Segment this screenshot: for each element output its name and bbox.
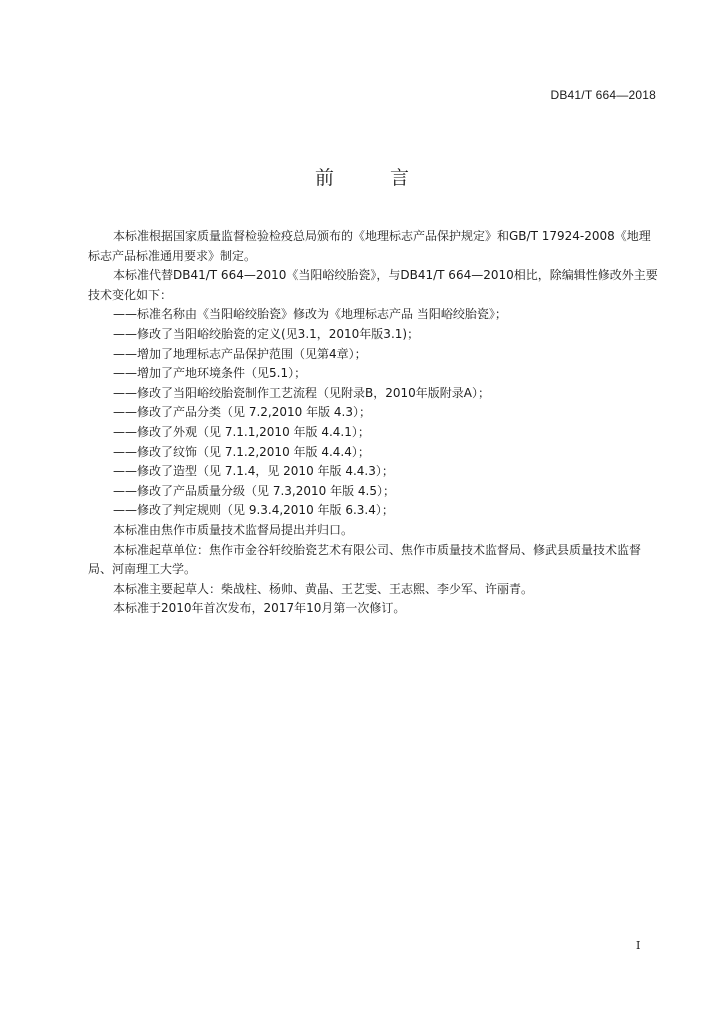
- change-item: ——增加了地理标志产品保护范围（见第4章）；: [113, 346, 367, 361]
- page-number: I: [636, 939, 641, 952]
- change-item: ——修改了产品质量分级（见 7.3,2010 年版 4.5）；: [113, 483, 395, 498]
- change-item: ——修改了当阳峪绞胎瓷制作工艺流程（见附录B，2010年版附录A）；: [113, 385, 490, 400]
- foreword-body: [88, 227, 658, 619]
- page-title: [0, 163, 724, 190]
- change-item: ——修改了产品分类（见 7.2,2010 年版 4.3）；: [113, 405, 371, 420]
- paragraph: 本标准代替DB41/T 664—2010《当阳峪绞胎瓷》，与DB41/T 664—2010相比，除编辑性修改外主要技术变化如下：: [88, 268, 658, 302]
- paragraph: 本标准于2010年首次发布，2017年10月第一次修订。: [113, 601, 406, 616]
- change-item: ——增加了产地环境条件（见5.1）；: [113, 366, 307, 381]
- change-item: ——修改了外观（见 7.1.1,2010 年版 4.4.1）；: [113, 424, 370, 439]
- change-item: ——修改了造型（见 7.1.4，见 2010 年版 4.4.3）；: [113, 464, 394, 479]
- paragraph: 本标准主要起草人：柴战柱、杨帅、黄晶、王艺雯、王志熙、李少军、许丽青。: [113, 581, 534, 596]
- title-char-1: 前: [314, 167, 334, 189]
- title-char-2: 言: [390, 167, 410, 189]
- paragraph: 本标准根据国家质量监督检验检疫总局颁布的《地理标志产品保护规定》和GB/T 17924-2008《地理标志产品标准通用要求》制定。: [88, 229, 651, 263]
- paragraph: 本标准起草单位：焦作市金谷轩绞胎瓷艺术有限公司、焦作市质量技术监督局、修武县质量技术监督局、河南理工大学。: [88, 542, 642, 577]
- change-item: ——修改了判定规则（见 9.3.4,2010 年版 6.3.4）；: [113, 503, 394, 518]
- standard-code: DB41/T 664—2018: [550, 88, 656, 102]
- change-item: ——修改了纹饰（见 7.1.2,2010 年版 4.4.4）；: [113, 444, 370, 459]
- paragraph: 本标准由焦作市质量技术监督局提出并归口。: [113, 522, 354, 537]
- change-item: ——标准名称由《当阳峪绞胎瓷》修改为《地理标志产品 当阳峪绞胎瓷》；: [113, 307, 507, 322]
- change-item: ——修改了当阳峪绞胎瓷的定义(见3.1，2010年版3.1)；: [113, 326, 420, 341]
